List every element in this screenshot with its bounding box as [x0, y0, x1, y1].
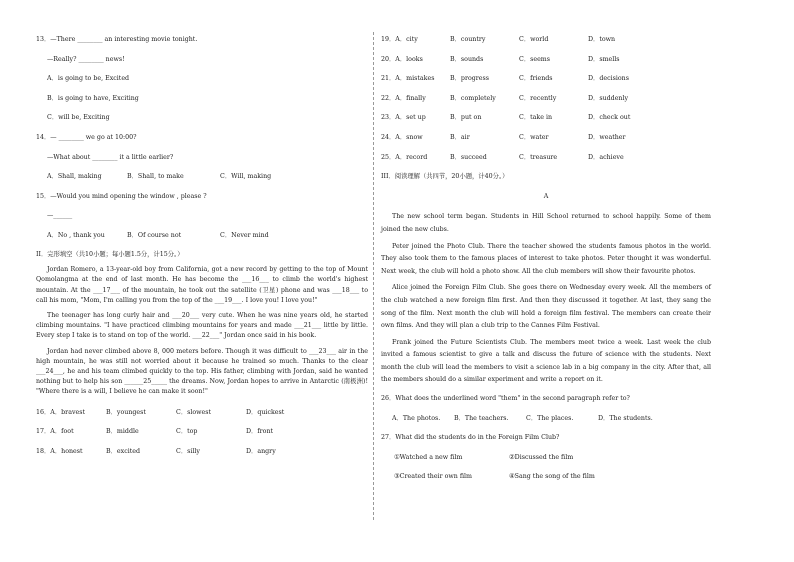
- q23-option-a: 23．A．set up: [381, 114, 426, 122]
- q23-options: [381, 114, 711, 123]
- q20-option-c: C．seems: [519, 55, 551, 63]
- q15-reply: —______: [47, 212, 73, 220]
- q26-option-a: A．The photos.: [392, 414, 441, 422]
- q17-option-b: B．middle: [106, 428, 139, 436]
- q27-stem: 27．What did the students do in the Foreign Film Club?: [381, 434, 560, 442]
- section-2-title: II．完形填空（共10小题；每小题1.5分，计15分。）: [36, 250, 184, 258]
- q27-options-row-1: [381, 454, 711, 463]
- q20-options: [381, 56, 711, 65]
- q14-option-a: A．Shall, making: [47, 173, 102, 181]
- q14-option-c: C．Will, making: [220, 173, 272, 181]
- q14-stem: 14．— ________ we go at 10:00?: [36, 133, 137, 141]
- q14-option-b: B．Shall, to make: [127, 173, 184, 181]
- q19-option-c: C．world: [519, 36, 549, 43]
- q21-option-d: D．decisions: [588, 75, 629, 83]
- q17-options: [36, 428, 368, 437]
- q24-options: [381, 134, 711, 143]
- q26-option-b: B．The teachers.: [454, 414, 509, 422]
- reading-paragraph-4: Frank joined the Future Scientists Club. The members meet twice a week. Last week the club invited a famous scientist to give a talk and discuss the future of science with the students. Next month the club will lead the members to visit a science lab in a big company in the city. After that, all the members should do a similar experiment and write a report on it.: [381, 338, 711, 384]
- q21-option-c: C．friends: [519, 75, 553, 83]
- passage-label: A: [543, 192, 549, 200]
- q24-option-d: D．weather: [588, 133, 626, 141]
- q17-option-d: D．front: [246, 428, 274, 436]
- q18-option-a: 18．A．honest: [36, 447, 83, 455]
- q23-option-b: B．put on: [450, 114, 482, 122]
- q19-options: [381, 36, 711, 45]
- right-column: [381, 36, 711, 482]
- q16-option-a: 16．A．bravest: [36, 408, 85, 416]
- q27-option-2: ②Discussed the film: [509, 453, 574, 461]
- q24-option-b: B．air: [450, 133, 470, 141]
- cloze-paragraph-3: Jordan had never climbed above 8, 000 meters before. Though it was difficult to ___23___ air in the high mountain, he was still not worried about it because he trained so much. Thanks to the clear ___24___, he and his team climbed quickly to the top. His father, climbing with Jordan, said he wanted nothing but to help his son ______25_____ the dreams. Now, Jordan hopes to arrive in Antarctic (南极洲)! "Where there is a will, I believe he can make it soon!": [36, 347, 368, 396]
- q17-option-a: 17．A．foot: [36, 428, 74, 436]
- q18-option-b: B．excited: [106, 447, 141, 455]
- q16-option-d: D．quickest: [246, 408, 285, 416]
- q15-option-b: B．Of course not: [127, 231, 182, 239]
- q26-option-d: D．The students.: [598, 414, 653, 422]
- q19-option-b: B．country: [450, 36, 486, 43]
- q23-option-d: D．check out: [588, 114, 631, 122]
- q15-options: [36, 232, 368, 241]
- q16-option-b: B．youngest: [106, 408, 146, 416]
- q25-option-c: C．treasure: [519, 153, 558, 161]
- q15-stem: 15．—Would you mind opening the window , please ?: [36, 192, 207, 200]
- section-3-title: III．阅读理解（共四节，20小题，计40分。）: [381, 173, 509, 181]
- q16-options: [36, 409, 368, 418]
- q27-option-3: ③Created their own film: [394, 473, 473, 481]
- q22-option-d: D．suddenly: [588, 94, 629, 102]
- q26-option-c: C．The places.: [526, 414, 574, 422]
- q13-option-c: C．will be, Exciting: [47, 114, 110, 122]
- q22-option-b: B．completely: [450, 94, 496, 102]
- q25-option-d: D．achieve: [588, 153, 624, 161]
- q18-option-d: D．angry: [246, 447, 276, 455]
- q18-option-c: C．silly: [176, 447, 200, 455]
- q21-options: [381, 75, 711, 84]
- reading-paragraph-2: Peter joined the Photo Club. There the teacher showed the students famous photos in the world. They also took them to the famous places of interest to take photos. Peter thought it was wonderful. Next week, the club will hold a photo show. All the club members will show their favourite photos.: [381, 242, 711, 275]
- cloze-paragraph-1: Jordan Romero, a 13-year-old boy from California, got a new record by getting to the top of Mount Qomolangma at the end of last month. He has become the ___16___ to climb the world's highest mountain. At the ___17___ of the mountain, he took out the satellite (卫星) phone and was ___18___ to call his mom, "Mom, I'm calling you from the top of the ___19___. I love you! I love you!": [36, 266, 368, 304]
- q27-options-row-2: [381, 473, 711, 482]
- q22-option-a: 22．A．finally: [381, 94, 426, 102]
- q15-option-c: C．Never mind: [220, 231, 269, 239]
- q18-options: [36, 448, 368, 457]
- q13-reply: —Really? ________ news!: [47, 55, 125, 63]
- q19-option-d: D．town: [588, 36, 616, 43]
- q13-stem: 13．—There ________ an interesting movie tonight.: [36, 36, 198, 43]
- reading-paragraph-3: Alice joined the Foreign Film Club. She goes there on Wednesday every week. All the members of the club watched a new foreign film first. And then they discussed it together. At last, they sang the song of the film. Next month the club will hold a foreign film festival. The members can create their own films. And they will plan a club trip to the Cannes Film Festival.: [381, 284, 711, 330]
- q22-options: [381, 95, 711, 104]
- q22-option-c: C．recently: [519, 94, 557, 102]
- q19-option-a: 19．A．city: [381, 36, 418, 43]
- q16-option-c: C．slowest: [176, 408, 212, 416]
- q20-option-d: D．smells: [588, 55, 620, 63]
- q20-option-b: B．sounds: [450, 55, 484, 63]
- q17-option-c: C．top: [176, 428, 198, 436]
- q14-options: [36, 173, 368, 182]
- q20-option-a: 20．A．looks: [381, 55, 423, 63]
- q23-option-c: C．take in: [519, 114, 553, 122]
- q24-option-c: C．water: [519, 133, 549, 141]
- q25-option-a: 25．A．record: [381, 153, 428, 161]
- q21-option-a: 21．A．mistakes: [381, 75, 435, 83]
- q25-options: [381, 154, 711, 163]
- q27-option-4: ④Sang the song of the film: [509, 473, 595, 481]
- q26-options: [381, 415, 711, 424]
- q13-option-a: A．is going to be, Excited: [47, 75, 130, 83]
- q15-option-a: A．No , thank you: [47, 231, 105, 239]
- q13-option-b: B．is going to have, Exciting: [47, 94, 139, 102]
- q24-option-a: 24．A．snow: [381, 133, 423, 141]
- q26-stem: 26．What does the underlined word "them" in the second paragraph refer to?: [381, 395, 630, 403]
- reading-paragraph-1: The new school term began. Students in Hill School returned to school happily. Some of them joined the new clubs.: [381, 213, 711, 233]
- cloze-paragraph-2: The teenager has long curly hair and ___20___ very cute. When he was nine years old, he started climbing mountains. "I have practiced climbing mountains for years and made ___21___ little by little. Every step I take is to stand on top of the world. ___22___" Jordan once said in his book.: [36, 311, 368, 340]
- left-column: [36, 36, 368, 456]
- q27-option-1: ①Watched a new film: [394, 453, 463, 461]
- q25-option-b: B．succeed: [450, 153, 487, 161]
- q14-reply: —What about ________ it a little earlier?: [47, 153, 174, 161]
- column-divider: [373, 32, 374, 520]
- q21-option-b: B．progress: [450, 75, 489, 83]
